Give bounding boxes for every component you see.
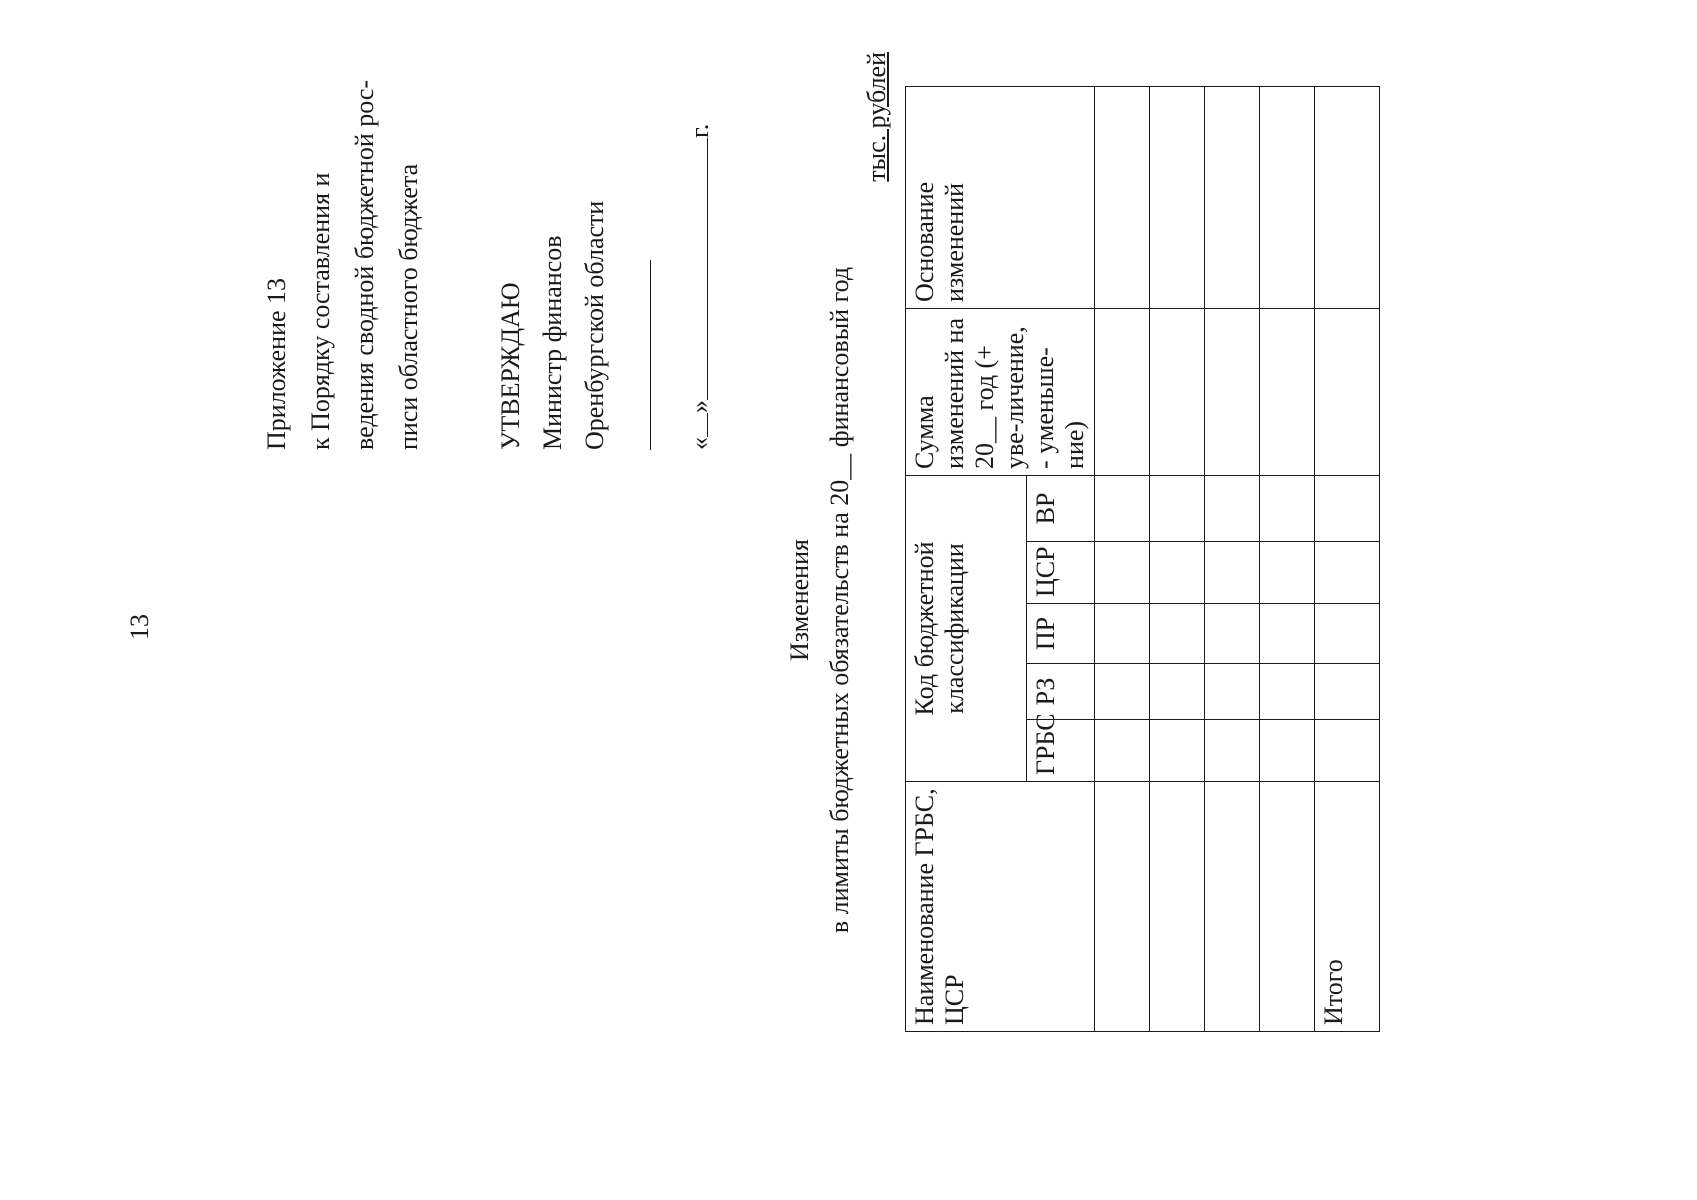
signature-line	[650, 260, 651, 450]
table-cell	[1150, 475, 1205, 541]
table-cell	[1095, 664, 1150, 720]
table-cell	[1260, 664, 1315, 720]
table-cell	[1260, 86, 1315, 308]
approval-position: Министр финансов	[538, 235, 567, 450]
table-cell	[1205, 604, 1260, 664]
appendix-line: к Порядку составления и	[306, 172, 335, 450]
table-cell	[1260, 720, 1315, 782]
table-cell	[1150, 664, 1205, 720]
table-cell	[1205, 475, 1260, 541]
table-cell	[1260, 604, 1315, 664]
column-header-name: Наименование ГРБС, ЦСР	[906, 782, 1095, 1032]
table-cell	[1095, 86, 1150, 308]
table-cell	[1150, 604, 1205, 664]
table-row	[1150, 86, 1205, 1031]
table-cell	[1095, 604, 1150, 664]
table-cell	[1205, 542, 1260, 604]
appendix-line: ведения сводной бюджетной рос-	[350, 79, 379, 450]
approval-block	[490, 70, 616, 450]
table-cell	[1150, 86, 1205, 308]
table-cell	[1205, 720, 1260, 782]
column-header-rz: РЗ	[1026, 664, 1094, 720]
changes-table	[905, 86, 1380, 1032]
table-cell	[1095, 542, 1150, 604]
column-header-sum: Сумма изменений на 20__ год (+ уве-личение, - уменьше-ние)	[906, 308, 1095, 475]
date-month-year-blank	[685, 138, 708, 400]
table-cell	[1260, 308, 1315, 475]
approval-date-line	[680, 124, 720, 450]
table-total-row	[1315, 86, 1380, 1031]
column-header-code-group: Код бюджетной классификации	[906, 475, 1027, 781]
table-cell	[1260, 475, 1315, 541]
table-cell	[1150, 782, 1205, 1032]
document-title-subtitle: в лимиты бюджетных обязательств на 20__ финансовый год	[825, 266, 854, 934]
table-cell	[1095, 720, 1150, 782]
table-cell	[1260, 542, 1315, 604]
units-label: тыс. рублей	[862, 52, 891, 182]
table-cell	[1315, 604, 1380, 664]
approval-title: УТВЕРЖДАЮ	[496, 282, 525, 450]
column-header-csr: ЦСР	[1026, 542, 1094, 604]
total-label: Итого	[1315, 782, 1380, 1032]
document-title-main: Изменения	[785, 539, 814, 661]
column-header-grbs: ГРБС	[1026, 720, 1094, 782]
appendix-line: Приложение 13	[262, 277, 291, 450]
table-row	[1260, 86, 1315, 1031]
column-header-basis: Основание изменений	[906, 86, 1095, 308]
column-header-pr: ПР	[1026, 604, 1094, 664]
table-cell	[1205, 308, 1260, 475]
table-cell	[1150, 720, 1205, 782]
table-cell	[1315, 475, 1380, 541]
table-cell	[1315, 720, 1380, 782]
table-cell	[1205, 782, 1260, 1032]
table-cell	[1315, 86, 1380, 308]
table-cell	[1150, 308, 1205, 475]
page-number: 13	[125, 614, 154, 640]
date-day-blank	[685, 413, 708, 437]
table-cell	[1260, 782, 1315, 1032]
date-open-quote: «	[685, 437, 714, 450]
table-cell	[1150, 542, 1205, 604]
column-header-vr: ВР	[1026, 475, 1094, 541]
table-cell	[1095, 782, 1150, 1032]
table-cell	[1315, 664, 1380, 720]
appendix-reference	[255, 70, 431, 450]
table-cell	[1095, 308, 1150, 475]
table-row	[1205, 86, 1260, 1031]
document-title	[780, 0, 860, 1200]
table-cell	[1315, 542, 1380, 604]
table-cell	[1205, 86, 1260, 308]
table-cell	[1205, 664, 1260, 720]
table-cell	[1095, 475, 1150, 541]
table-header-row	[906, 86, 1027, 1031]
appendix-line: писи областного бюджета	[394, 163, 423, 450]
table-row	[1095, 86, 1150, 1031]
approval-organization: Оренбургской области	[580, 200, 609, 450]
date-close-quote: »	[685, 400, 714, 413]
date-suffix: г.	[685, 123, 714, 138]
table-cell	[1315, 308, 1380, 475]
